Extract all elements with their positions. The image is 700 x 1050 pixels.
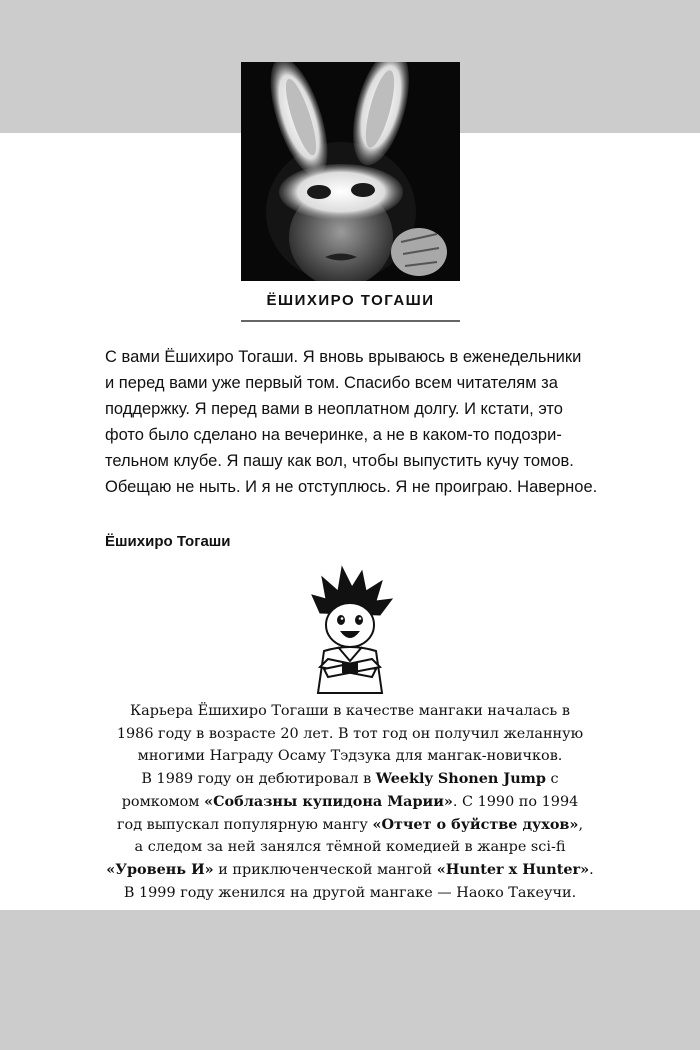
author-intro xyxy=(105,344,625,500)
bio-text: с xyxy=(545,771,559,788)
bio-work-title: «Уровень И» xyxy=(106,860,214,878)
intro-line: и перед вами уже первый том. Спасибо всем читателям за xyxy=(105,374,558,392)
bio-line xyxy=(100,814,600,837)
title-underline xyxy=(241,320,460,322)
intro-line: поддержку. Я перед вами в неоплатном долгу. И кстати, это xyxy=(105,400,563,418)
photo-author-bunny-mask xyxy=(241,62,460,281)
bio-magazine-title: Weekly Shonen Jump xyxy=(375,770,546,788)
bio-line xyxy=(100,768,600,791)
character-illustration xyxy=(302,565,398,695)
bio-text: . xyxy=(589,861,594,878)
gon-cartoon-icon xyxy=(302,565,398,695)
author-photo xyxy=(241,62,460,281)
bio-text: ромкомом xyxy=(121,793,205,810)
bio-line: 1986 году в возрасте 20 лет. В тот год он получил желанную xyxy=(116,725,584,742)
bio-work-title: «Hunter x Hunter» xyxy=(436,860,590,878)
bio-line xyxy=(100,791,600,814)
intro-line: С вами Ёшихиро Тогаши. Я вновь врываюсь в еженедельники xyxy=(105,348,582,366)
bio-line: многими Награду Осаму Тэдзука для мангак-новичков. xyxy=(137,748,563,765)
intro-line: Обещаю не ныть. И я не отступлюсь. Я не проиграю. Наверное. xyxy=(105,478,598,496)
author-name-title: ЁШИХИРО ТОГАШИ xyxy=(266,292,435,309)
bio-line: Карьера Ёшихиро Тогаши в качестве мангаки началась в xyxy=(130,703,570,719)
author-bio xyxy=(100,700,600,904)
bio-text: В 1989 году он дебютировал в xyxy=(141,771,376,788)
author-signature: Ёшихиро Тогаши xyxy=(105,533,231,550)
bio-text: . С 1990 по 1994 xyxy=(452,793,579,810)
bio-text: , xyxy=(578,816,584,833)
bio-line: а следом за ней занялся тёмной комедией в жанре sci-fi xyxy=(134,839,566,856)
bio-text: и приключенческой мангой xyxy=(213,861,437,878)
bio-work-title: «Отчет о буйстве духов» xyxy=(372,815,579,833)
intro-line: фото было сделано на вечеринке, а не в каком-то подозри- xyxy=(105,426,562,444)
bio-text: год выпускал популярную мангу xyxy=(116,816,373,833)
intro-line: тельном клубе. Я пашу как вол, чтобы выпустить кучу томов. xyxy=(105,452,574,470)
bio-line xyxy=(100,859,600,882)
bio-work-title: «Соблазны купидона Марии» xyxy=(204,792,453,810)
bio-line: В 1999 году женился на другой мангаке — Наоко Такеучи. xyxy=(123,884,577,901)
